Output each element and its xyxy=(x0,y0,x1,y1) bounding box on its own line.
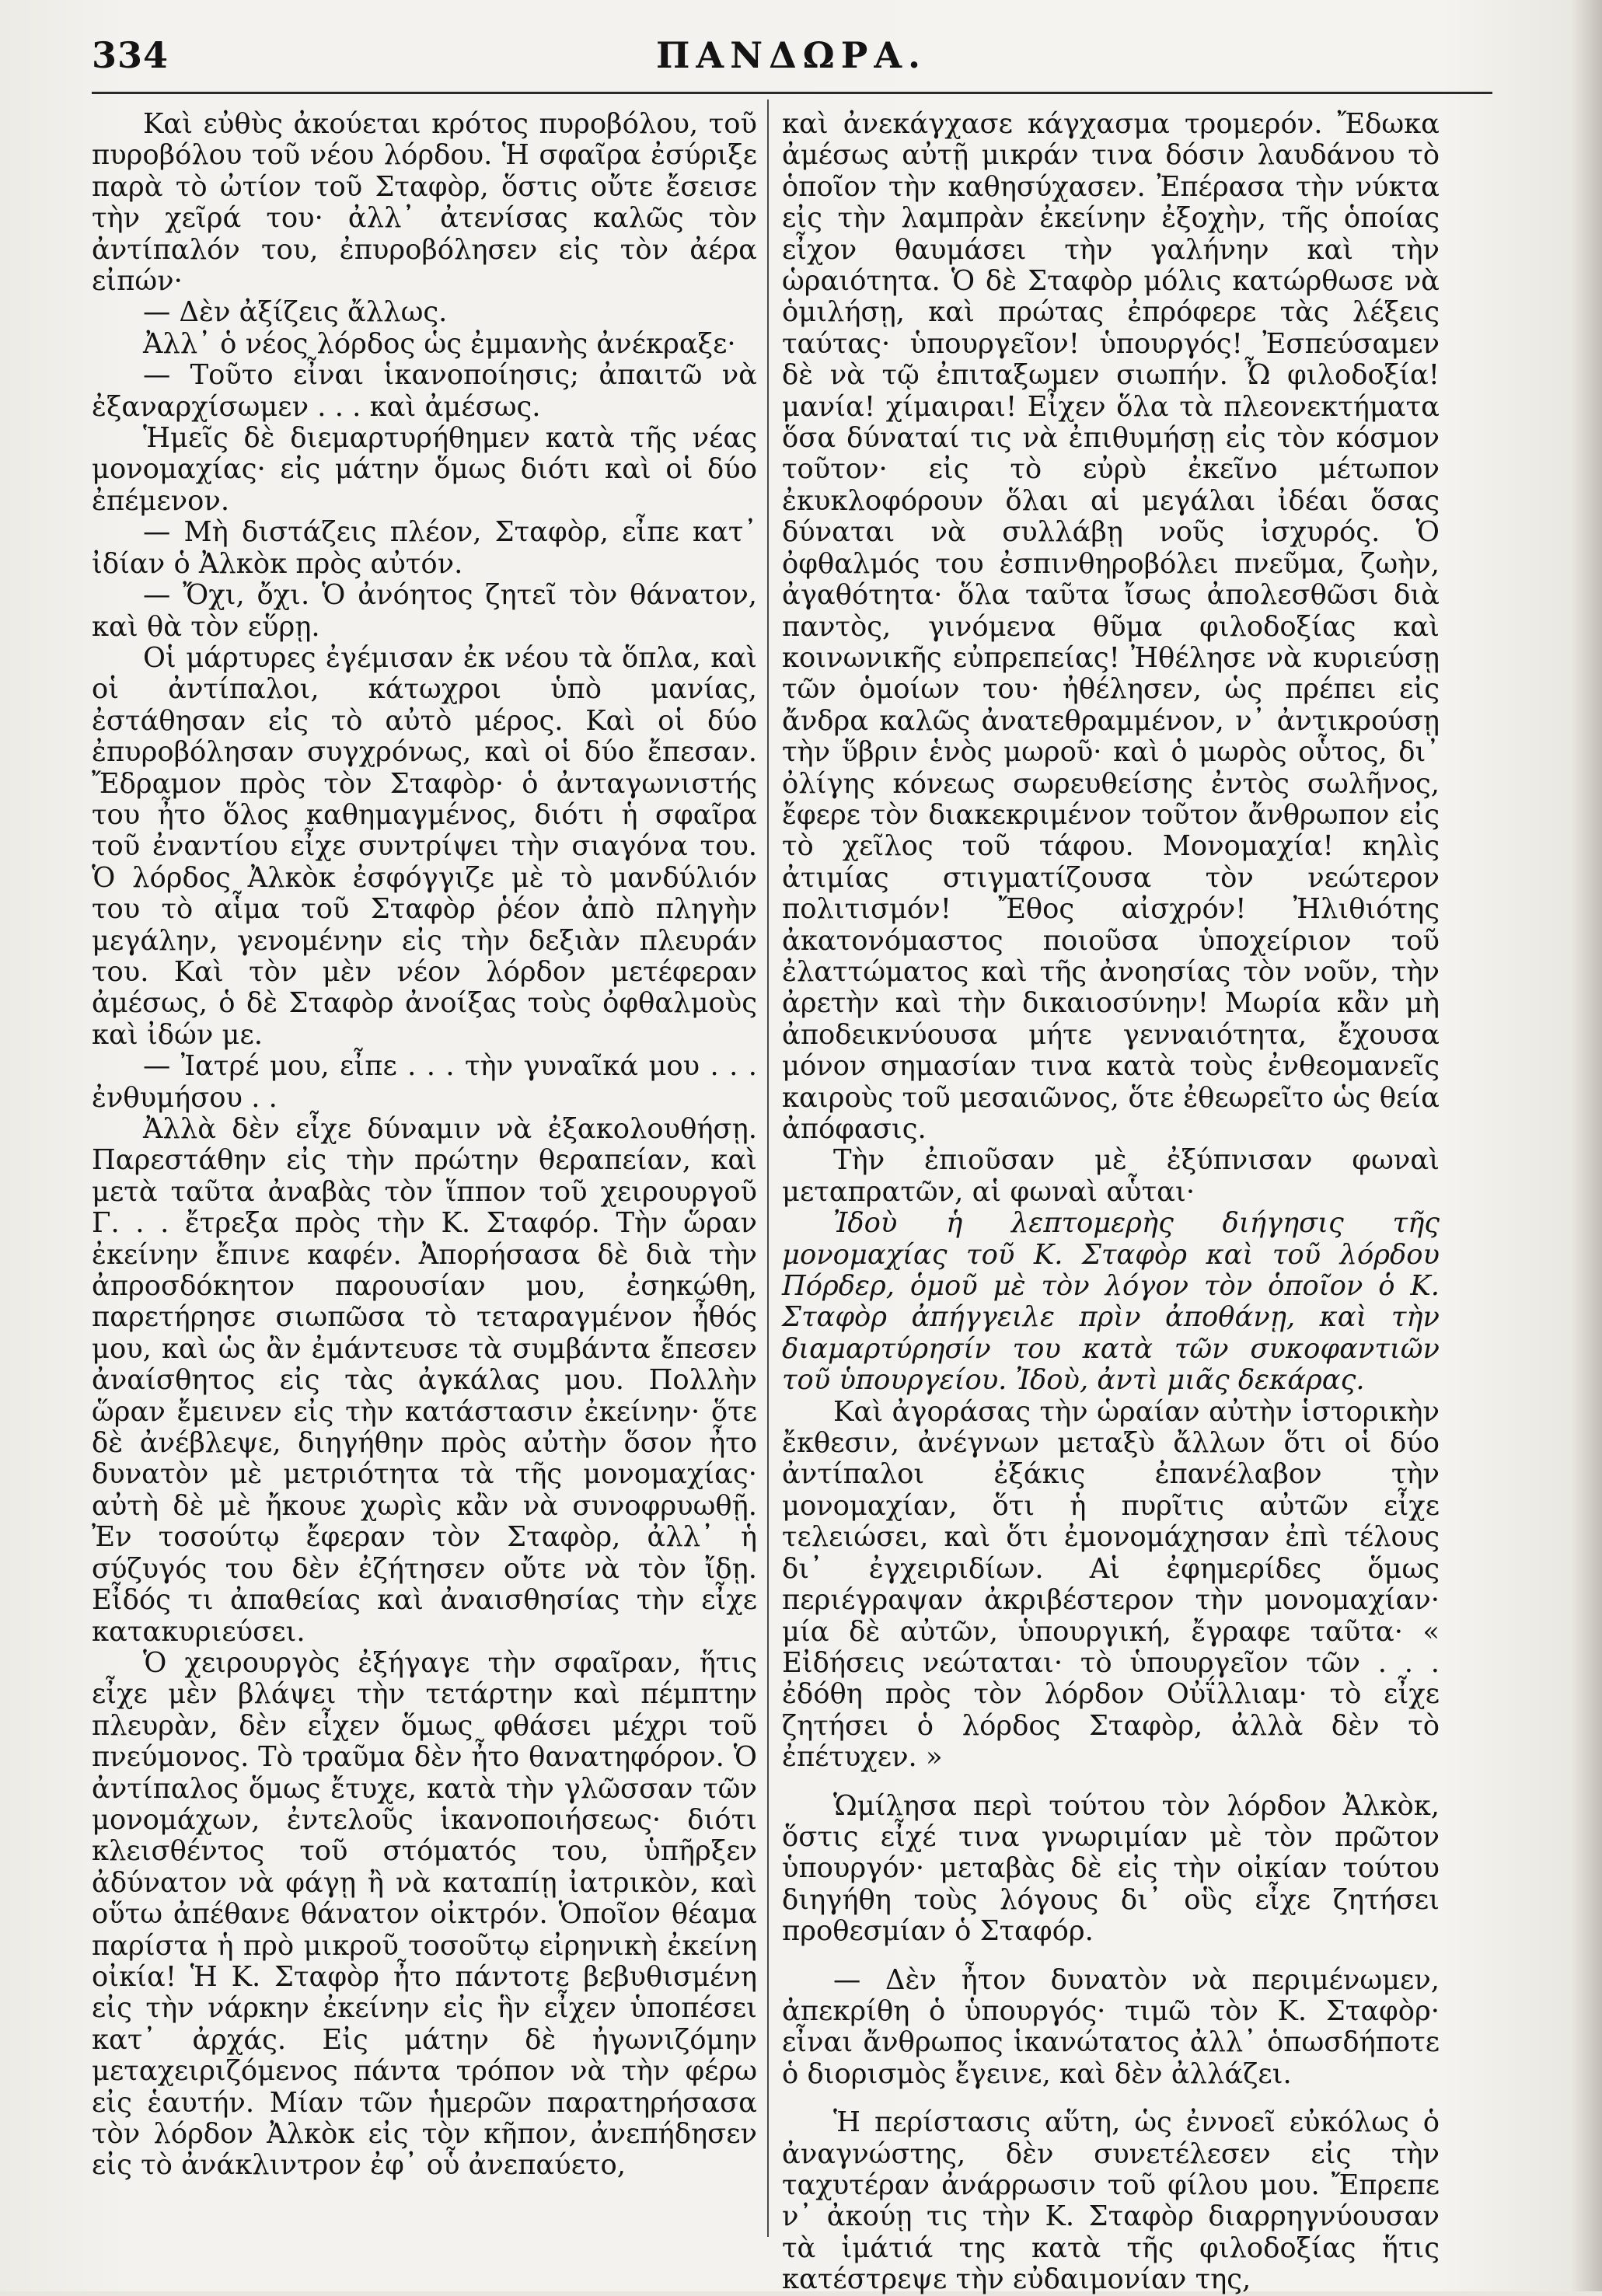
left-column xyxy=(92,109,757,2246)
journal-title: ΠΑΝΔΩΡΑ. xyxy=(655,34,927,76)
paragraph: Ἀλλὰ δὲν εἶχε δύναμιν νὰ ἐξακολουθήσῃ. Παρεστάθην εἰς τὴν πρώτην θεραπείαν, καὶ μετὰ ταῦτα ἀναβὰς τὸν ἵππον τοῦ χειρουργοῦ Γ. . . ἔτρεξα πρὸς τὴν Κ. Σταφόρ. Τὴν ὥραν ἐκείνην ἔπινε καφέν. Ἀπορήσασα δὲ διὰ τὴν ἀπροσδόκητον παρουσίαν μου, ἐσηκώθη, παρετήρησε σιωπῶσα τὸ τεταραγμένον ἦθός μου, καὶ ὡς ἂν ἐμάντευσε τὰ συμβάντα ἔπεσεν ἀναίσθητος εἰς τὰς ἀγκάλας μου. Πολλὴν ὥραν ἔμεινεν εἰς τὴν κατάστασιν ἐκείνην· ὅτε δὲ ἀνέβλεψε, διηγήθην πρὸς αὐτὴν ὅσον ἦτο δυνατὸν μὲ μετριότητα τὰ τῆς μονομαχίας· αὐτὴ δὲ μὲ ἤκουε χωρὶς κἂν νὰ συνοφρυωθῇ. Ἐν τοσούτῳ ἔφεραν τὸν Σταφὸρ, ἀλλ᾽ ἡ σύζυγός του δὲν ἐζήτησεν οὔτε νὰ τὸν ἴδῃ. Εἶδός τι ἀπαθείας καὶ ἀναισθησίας τὴν εἶχε κατακυριεύσει. xyxy=(92,1113,757,1648)
page-edge-shadow xyxy=(1571,0,1602,2291)
paragraph: Ὡμίλησα περὶ τούτου τὸν λόρδον Ἀλκὸκ, ὅστις εἶχέ τινα γνωριμίαν μὲ τὸν πρῶτον ὑπουργόν· μεταβὰς δὲ εἰς τὴν οἰκίαν τούτου διηγήθη τοὺς λόγους δι᾽ οὓς εἶχε ζητήσει προθεσμίαν ὁ Σταφόρ. xyxy=(782,1789,1440,1948)
paragraph: Καὶ ἀγοράσας τὴν ὡραίαν αὐτὴν ἱστορικὴν ἔκθεσιν, ἀνέγνων μεταξὺ ἄλλων ὅτι οἱ δύο ἀντίπαλοι ἐξάκις ἐπανέλαβον τὴν μονομαχίαν, ὅτι ἡ πυρῖτις αὐτῶν εἶχε τελειώσει, καὶ ὅτι ἐμονομάχησαν ἐπὶ τέλους δι᾽ ἐγχειριδίων. Αἱ ἐφημερίδες ὅμως περιέγραψαν ἀκριβέστερον τὴν μονομαχίαν· μία δὲ αὐτῶν, ὑπουργική, ἔγραφε ταῦτα· « Εἰδήσεις νεώταται· τὸ ὑπουργεῖον τῶν . . . ἐδόθη πρὸς τὸν λόρδον Οὐΐλλιαμ· τὸ εἶχε ζητήσει ὁ λόρδος Σταφὸρ, ἀλλὰ δὲν τὸ ἐπέτυχεν. » xyxy=(782,1395,1440,1774)
paragraph: Ἡ περίστασις αὕτη, ὡς ἐννοεῖ εὐκόλως ὁ ἀναγνώστης, δὲν συνετέλεσεν εἰς τὴν ταχυτέραν ἀνάρρωσιν τοῦ φίλου μου. Ἔπρεπε ν᾽ ἀκούῃ τις τὴν Κ. Σταφὸρ διαρρηγνύουσαν τὰ ἱμάτιά της κατὰ τῆς φιλοδοξίας ἥτις κατέστρεψε τὴν εὐδαιμονίαν της, xyxy=(782,2106,1440,2296)
paragraph: Οἱ μάρτυρες ἐγέμισαν ἐκ νέου τὰ ὅπλα, καὶ οἱ ἀντίπαλοι, κάτωχροι ὑπὸ μανίας, ἐστάθησαν εἰς τὸ αὐτὸ μέρος. Καὶ οἱ δύο ἐπυροβόλησαν συγχρόνως, καὶ οἱ δύο ἔπεσαν. Ἔδραμον πρὸς τὸν Σταφὸρ· ὁ ἀνταγωνιστής του ἦτο ὅλος καθημαγμένος, διότι ἡ σφαῖρα τοῦ ἐναντίου εἶχε συντρίψει τὴν σιαγόνα του. Ὁ λόρδος Ἀλκὸκ ἐσφόγγιζε μὲ τὸ μανδύλιόν του τὸ αἷμα τοῦ Σταφὸρ ῥέον ἀπὸ πληγὴν μεγάλην, γενομένην εἰς τὴν δεξιὰν πλευράν του. Καὶ τὸν μὲν νέον λόρδον μετέφεραν ἀμέσως, ὁ δὲ Σταφὸρ ἀνοίξας τοὺς ὀφθαλμοὺς καὶ ἰδών με. xyxy=(92,641,757,1051)
dialogue-line: — Δὲν ἀξίζεις ἄλλως. xyxy=(143,296,448,329)
paragraph: Τὴν ἐπιοῦσαν μὲ ἐξύπνισαν φωναὶ μεταπρατῶν, αἱ φωναὶ αὗται· xyxy=(782,1144,1440,1208)
dialogue-line: — Ὄχι, ὄχι. Ὁ ἀνόητος ζητεῖ τὸν θάνατον, καὶ θὰ τὸν εὕρῃ. xyxy=(92,579,757,643)
dialogue-line: — Ἰατρέ μου, εἶπε . . . τὴν γυναῖκά μου . . . ἐνθυμήσου . . xyxy=(92,1050,757,1114)
paragraph: Ἀλλ᾽ ὁ νέος λόρδος ὡς ἐμμανὴς ἀνέκραξε· xyxy=(143,327,736,360)
page-number: 334 xyxy=(92,34,169,76)
dialogue-line: — Τοῦτο εἶναι ἱκανοποίησις; ἀπαιτῶ νὰ ἐξαναρχίσωμεν . . . καὶ ἀμέσως. xyxy=(92,359,757,423)
running-header xyxy=(92,34,1491,89)
paragraph: Ἡμεῖς δὲ διεμαρτυρήθημεν κατὰ τῆς νέας μονομαχίας· εἰς μάτην ὅμως διότι καὶ οἱ δύο ἐπέμενον. xyxy=(92,422,757,517)
dialogue-line: — Μὴ διστάζεις πλέον, Σταφὸρ, εἶπε κατ᾽ ἰδίαν ὁ Ἀλκὸκ πρὸς αὐτόν. xyxy=(92,516,757,580)
header-rule xyxy=(92,92,1492,94)
paragraph: Ὁ χειρουργὸς ἐξήγαγε τὴν σφαῖραν, ἥτις εἶχε μὲν βλάψει τὴν τετάρτην καὶ πέμπτην πλευρὰν, δὲν εἶχεν ὅμως φθάσει μέχρι τοῦ πνεύμονος. Τὸ τραῦμα δὲν ἦτο θανατηφόρον. Ὁ ἀντίπαλος ὅμως ἔτυχε, κατὰ τὴν γλῶσσαν τῶν μονομάχων, ἐντελοῦς ἱκανοποιήσεως· διότι κλεισθέντος τοῦ στόματός του, ὑπῆρξεν ἀδύνατον νὰ φάγῃ ἢ νὰ καταπίῃ ἰατρικὸν, καὶ οὕτω ἀπέθανε θάνατον οἰκτρόν. Ὁποῖον θέαμα παρίστα ἡ πρὸ μικροῦ τοσοῦτῳ εἰρηνικὴ ἐκείνη οἰκία! Ἡ Κ. Σταφὸρ ἦτο πάντοτε βεβυθισμένη εἰς τὴν νάρκην ἐκείνην εἰς ἣν εἶχεν ὑποπέσει κατ᾽ ἀρχάς. Εἰς μάτην δὲ ἠγωνιζόμην μεταχειριζόμενος πάντα τρόπον νὰ τὴν φέρω εἰς ἑαυτήν. Μίαν τῶν ἡμερῶν παρατηρήσασα τὸν λόρδον Ἀλκὸκ εἰς τὸν κῆπον, ἀνεπήδησεν εἰς τὸ ἀνάκλιντρον ἐφ᾽ οὗ ἀνεπαύετο, xyxy=(92,1646,757,2182)
paragraph-continued: καὶ ἀνεκάγχασε κάγχασμα τρομερόν. Ἔδωκα ἀμέσως αὐτῇ μικράν τινα δόσιν λαυδάνου τὸ ὁποῖον τὴν καθησύχασεν. Ἐπέρασα τὴν νύκτα εἰς τὴν λαμπρὰν ἐκείνην ἐξοχὴν, τῆς ὁποίας εἶχον θαυμάσει τὴν γαλήνην καὶ τὴν ὡραιότητα. Ὁ δὲ Σταφὸρ μόλις κατώρθωσε νὰ ὁμιλήσῃ, καὶ πρώτας ἐπρόφερε τὰς λέξεις ταύτας· ὑπουργεῖον! ὑπουργός! Ἐσπεύσαμεν δὲ νὰ τῷ ἐπιταξωμεν σιωπήν. Ὦ φιλοδοξία! μανία! χίμαιραι! Εἶχεν ὅλα τὰ πλεονεκτήματα ὅσα δύναταί τις νὰ ἐπιθυμήσῃ εἰς τὸν κόσμον τοῦτον· εἰς τὸ εὐρὺ ἐκεῖνο μέτωπον ἐκυκλοφόρουν ὅλαι αἱ μεγάλαι ἰδέαι ὅσας δύναται νὰ συλλάβῃ νοῦς ἰσχυρός. Ὁ ὀφθαλμός του ἐσπινθηροβόλει πνεῦμα, ζωὴν, ἀγαθότητα· ὅλα ταῦτα ἴσως ἀπολεσθῶσι διὰ παντὸς, γινόμενα θῦμα φιλοδοξίας καὶ κοινωνικῆς εὐπρεπείας! Ἠθέλησε νὰ κυριεύσῃ τῶν ὁμοίων του· ἠθέλησεν, ὡς πρέπει εἰς ἄνδρα καλῶς ἀνατεθραμμένον, ν᾽ ἀντικρούσῃ τὴν ὕβριν ἑνὸς μωροῦ· καὶ ὁ μωρὸς οὗτος, δι᾽ ὀλίγης κόνεως σωρευθείσης ἐντὸς σωλῆνος, ἔφερε τὸν διακεκριμένον τοῦτον ἄνθρωπον εἰς τὸ χεῖλος τοῦ τάφου. Μονομαχία! κηλὶς ἀτιμίας στιγματίζουσα τὸν νεώτερον πολιτισμόν! Ἔθος αἰσχρόν! Ἠλιθιότης ἀκατονόμαστος ποιοῦσα ὑποχείριον τοῦ ἐλαττώματος καὶ τῆς ἀνοησίας τὸν νοῦν, τὴν ἀρετὴν καὶ τὴν δικαιοσύνην! Μωρία κἂν μὴ ἀποδεικνύουσα μήτε γενναιότητα, ἔχουσα μόνον σημασίαν τινα κατὰ τοὺς ἐνθεομανεῖς καιροὺς τοῦ μεσαιῶνος, ὅτε ἐθεωρεῖτο ὡς θεία ἀπόφασις. xyxy=(782,108,1440,1145)
column-divider xyxy=(767,99,769,2237)
dialogue-line: — Δὲν ἦτον δυνατὸν νὰ περιμένωμεν, ἀπεκρίθη ὁ ὑπουργός· τιμῶ τὸν Κ. Σταφὸρ· εἶναι ἄνθρωπος ἱκανώτατος ἀλλ᾽ ὁπωσδήποτε ὁ διορισμὸς ἔγεινε, καὶ δὲν ἀλλάζει. xyxy=(782,1963,1440,2090)
paragraph: Καὶ εὐθὺς ἀκούεται κρότος πυροβόλου, τοῦ πυροβόλου τοῦ νέου λόρδου. Ἡ σφαῖρα ἐσύριξε παρὰ τὸ ὠτίον τοῦ Σταφὸρ, ὅστις οὔτε ἔσεισε τὴν χεῖρά του· ἀλλ᾽ ἀτενίσας καλῶς τὸν ἀντίπαλόν του, ἐπυροβόλησεν εἰς τὸν ἀέρα εἰπών· xyxy=(92,108,757,298)
right-column xyxy=(782,108,1440,2296)
newsboy-cry: Ἰδοὺ ἡ λεπτομερὴς διήγησις τῆς μονομαχίας τοῦ Κ. Σταφὸρ καὶ τοῦ λόρδου Πόρδερ, ὁμοῦ μὲ τὸν λόγον τὸν ὁποῖον ὁ Κ. Σταφὸρ ἀπήγγειλε πρὶν ἀποθάνῃ, καὶ τὴν διαμαρτύρησίν του κατὰ τῶν συκοφαντιῶν τοῦ ὑπουργείου. Ἰδοὺ, ἀντὶ μιᾶς δεκάρας. xyxy=(782,1207,1440,1397)
